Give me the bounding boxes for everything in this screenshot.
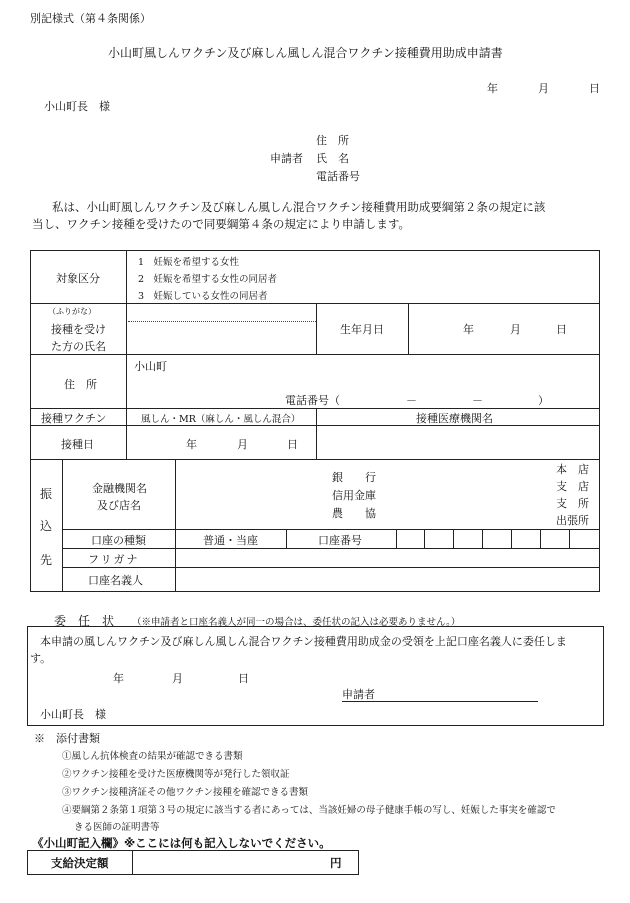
bank-type-credit-union[interactable]: 信用金庫 bbox=[332, 489, 376, 502]
attachment-item-4: ④要綱第２条第１項第３号の規定に該当する者にあっては、当該妊婦の母子健康手帳の写し、妊娠した事実を確認で bbox=[62, 805, 556, 816]
category-option-2[interactable]: 2 妊娠を希望する女性の同居者 bbox=[138, 274, 278, 285]
attachment-item-1: ①風しん抗体検査の結果が確認できる書類 bbox=[62, 751, 243, 762]
bank-label-line2: 及び店名 bbox=[97, 499, 141, 512]
attachments-heading: ※ 添付書類 bbox=[34, 732, 100, 745]
address-label: 住 所 bbox=[64, 378, 97, 391]
delegation-addressee: 小山町長 様 bbox=[40, 708, 106, 721]
delegation-body-line2: す。 bbox=[30, 652, 52, 665]
transfer-side-char-1: 振 bbox=[40, 487, 53, 501]
address-town-prefix[interactable]: 小山町 bbox=[134, 360, 167, 373]
delegation-heading: 委 任 状 bbox=[54, 614, 115, 628]
account-type-label: 口座の種類 bbox=[91, 534, 146, 547]
name-label-line1: 接種を受け bbox=[51, 323, 106, 336]
category-option-1[interactable]: 1 妊娠を希望する女性 bbox=[138, 257, 240, 268]
clinic-label: 接種医療機関名 bbox=[416, 412, 493, 425]
vaccine-label: 接種ワクチン bbox=[41, 412, 107, 425]
branch-type-sub-branch[interactable]: 支 所 bbox=[556, 497, 589, 510]
delegation-month-label: 月 bbox=[172, 672, 183, 685]
office-use-heading: 《小山町記入欄》※ここには何も記入しないでください。 bbox=[32, 836, 331, 850]
applicant-label: 申請者 bbox=[270, 152, 303, 165]
kana-field[interactable] bbox=[178, 550, 596, 566]
document-title: 小山町風しんワクチン及び麻しん風しん混合ワクチン接種費用助成申請書 bbox=[108, 46, 503, 60]
dob-month-label: 月 bbox=[510, 323, 521, 336]
delegation-note: （※申請者と口座名義人が同一の場合は、委任状の記入は必要ありません。） bbox=[132, 617, 461, 628]
vaccination-day-label: 日 bbox=[287, 438, 298, 451]
vaccination-month-label: 月 bbox=[237, 438, 248, 451]
date-year-label: 年 bbox=[487, 82, 498, 95]
intro-text-line2: 当し、ワクチン接種を受けたので同要綱第４条の規定により申請します。 bbox=[32, 217, 411, 231]
branch-type-sub-office[interactable]: 出張所 bbox=[556, 514, 589, 527]
category-option-3[interactable]: 3 妊娠している女性の同居者 bbox=[138, 291, 268, 302]
bank-type-agri-coop[interactable]: 農 協 bbox=[332, 507, 376, 520]
attachment-item-4-cont: きる医師の証明書等 bbox=[74, 822, 160, 833]
amount-label: 支給決定額 bbox=[51, 856, 109, 870]
date-day-label: 日 bbox=[589, 82, 600, 95]
bank-label-line1: 金融機関名 bbox=[92, 482, 147, 495]
vaccination-date-label: 接種日 bbox=[61, 438, 94, 451]
applicant-address-label: 住 所 bbox=[316, 134, 349, 147]
branch-type-head-office[interactable]: 本 店 bbox=[556, 463, 589, 476]
furigana-label: （ふりがな） bbox=[48, 307, 96, 316]
vaccine-options[interactable]: 風しん・MR（麻しん・風しん混合） bbox=[141, 414, 301, 425]
clinic-name-field[interactable] bbox=[320, 428, 596, 456]
name-label-line2: た方の氏名 bbox=[51, 340, 106, 353]
delegation-body-line1: 本申請の風しんワクチン及び麻しん風しん混合ワクチン接種費用助成金の受領を上記口座名義人に委任しま bbox=[40, 635, 567, 648]
delegation-year-label: 年 bbox=[113, 672, 124, 685]
attachment-item-2: ②ワクチン接種を受けた医療機関等が発行した領収証 bbox=[62, 769, 290, 780]
dob-day-label: 日 bbox=[556, 323, 567, 336]
kana-label: フリガナ bbox=[88, 553, 140, 566]
applicant-name-label: 氏 名 bbox=[316, 152, 349, 165]
phone-field-line[interactable]: 電話番号（ － － ） bbox=[285, 394, 549, 407]
applicant-phone-label: 電話番号 bbox=[316, 170, 360, 183]
transfer-side-char-2: 込 bbox=[40, 519, 53, 533]
attachment-item-3: ③ワクチン接種済証その他ワクチン接種を確認できる書類 bbox=[62, 787, 309, 798]
name-field[interactable] bbox=[130, 324, 312, 350]
form-reference: 別記様式（第４条関係） bbox=[30, 12, 151, 25]
vaccination-year-label: 年 bbox=[186, 438, 197, 451]
category-label: 対象区分 bbox=[56, 272, 100, 285]
account-type-options[interactable]: 普通・当座 bbox=[203, 534, 258, 547]
account-holder-field[interactable] bbox=[178, 569, 596, 589]
delegation-applicant-field[interactable] bbox=[384, 685, 536, 700]
account-number-label: 口座番号 bbox=[318, 534, 362, 547]
account-number-field[interactable] bbox=[398, 531, 598, 547]
delegation-applicant-label: 申請者 bbox=[342, 688, 375, 701]
date-month-label: 月 bbox=[538, 82, 549, 95]
account-holder-label: 口座名義人 bbox=[88, 574, 143, 587]
dob-year-label: 年 bbox=[463, 323, 474, 336]
amount-unit: 円 bbox=[330, 856, 342, 870]
addressee: 小山町長 様 bbox=[44, 100, 110, 113]
transfer-side-char-3: 先 bbox=[40, 553, 53, 567]
furigana-field[interactable] bbox=[130, 306, 312, 320]
delegation-day-label: 日 bbox=[238, 672, 249, 685]
dob-label: 生年月日 bbox=[340, 323, 384, 336]
intro-text-line1: 私は、小山町風しんワクチン及び麻しん風しん混合ワクチン接種費用助成要綱第２条の規定に該 bbox=[52, 200, 546, 214]
branch-type-branch[interactable]: 支 店 bbox=[556, 480, 589, 493]
bank-type-bank[interactable]: 銀 行 bbox=[332, 471, 376, 484]
